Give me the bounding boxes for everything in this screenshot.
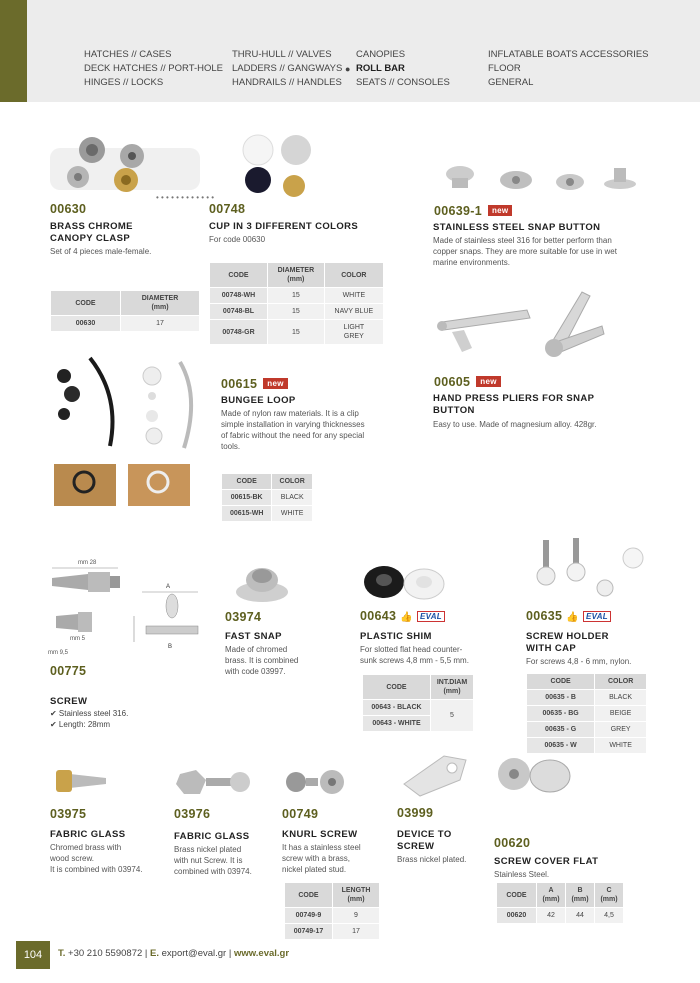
new-badge: new bbox=[476, 376, 500, 387]
cell-line: LIGHT bbox=[343, 324, 365, 331]
header-line: (mm) bbox=[287, 276, 305, 283]
nav-column-1 bbox=[84, 48, 223, 90]
cups-image bbox=[156, 132, 316, 204]
screw-holder-image bbox=[525, 536, 655, 598]
product-code-00605 bbox=[434, 375, 501, 389]
table-cell: 00643 - BLACK bbox=[363, 700, 431, 716]
product-desc-00620: Stainless Steel. bbox=[494, 870, 550, 879]
table-row bbox=[285, 924, 380, 940]
table-row bbox=[210, 304, 384, 320]
product-title-00749: KNURL SCREW bbox=[282, 829, 358, 840]
product-title-00643: PLASTIC SHIM bbox=[360, 631, 432, 642]
product-title-line: BUTTON bbox=[433, 405, 475, 416]
code-text: 00635 bbox=[526, 609, 563, 623]
product-desc-00630: Set of 4 pieces male-female. bbox=[50, 247, 152, 256]
nav-item-general[interactable]: GENERAL bbox=[488, 77, 534, 88]
product-title-line: DEVICE TO bbox=[397, 829, 452, 840]
email-link[interactable]: export@eval.gr bbox=[161, 948, 227, 959]
table-row bbox=[527, 706, 647, 722]
table-row bbox=[527, 738, 647, 754]
nav-item-inflatable[interactable]: INFLATABLE BOATS ACCESSORIES bbox=[488, 49, 649, 60]
table-cell: 9 bbox=[333, 908, 380, 924]
table-cell: 00635 - B bbox=[527, 690, 595, 706]
nav-column-3 bbox=[345, 48, 450, 90]
nav-item-thru-hull[interactable]: THRU-HULL // VALVES bbox=[232, 49, 332, 60]
dim-label: A bbox=[166, 584, 171, 590]
table-cell: 5 bbox=[431, 700, 474, 732]
table-header: CODE bbox=[527, 674, 595, 690]
table-cell: 17 bbox=[333, 924, 380, 940]
nav-item-hinges[interactable]: HINGES // LOCKS bbox=[84, 77, 164, 88]
desc-line: nickel plated stud. bbox=[282, 865, 347, 874]
screw-device-image bbox=[400, 750, 470, 800]
product-title-00630 bbox=[50, 221, 133, 245]
product-code-03999: 03999 bbox=[397, 806, 434, 820]
code-text: 00643 bbox=[360, 609, 397, 623]
product-title-00748: CUP IN 3 DIFFERENT COLORS bbox=[209, 221, 359, 232]
header-line: B bbox=[577, 887, 583, 894]
desc-line: copper snaps. They are more suitable for use in wet bbox=[433, 247, 617, 256]
table-row bbox=[285, 908, 380, 924]
desc-line: brass. It is combined bbox=[225, 656, 299, 665]
table-row bbox=[51, 316, 200, 332]
nav-item-hatches[interactable]: HATCHES // CASES bbox=[84, 49, 172, 60]
website-link[interactable]: www.eval.gr bbox=[233, 948, 290, 959]
desc-line: Made of chromed bbox=[225, 645, 288, 654]
product-code-00620: 00620 bbox=[494, 836, 531, 850]
cell-line: GREY bbox=[343, 333, 364, 340]
spec-table-00749 bbox=[284, 882, 380, 940]
header-line: (mm) bbox=[600, 896, 618, 903]
product-desc-00748: For code 00630 bbox=[209, 235, 266, 244]
table-row bbox=[222, 490, 313, 506]
product-title-line: WITH CAP bbox=[526, 643, 577, 654]
table-header-row bbox=[497, 883, 624, 908]
table-cell: 00635 - W bbox=[527, 738, 595, 754]
product-title-line: CANOPY CLASP bbox=[50, 233, 131, 244]
thumbs-up-icon: 👍 bbox=[566, 612, 580, 623]
table-header: COLOR bbox=[272, 474, 313, 490]
screw-diagram-image bbox=[48, 556, 218, 656]
desc-line: marine environments. bbox=[433, 258, 510, 267]
table-header-row bbox=[363, 675, 474, 700]
spec-table-00643 bbox=[362, 674, 474, 732]
spec-table-00748 bbox=[209, 262, 384, 345]
table-cell: 17 bbox=[121, 316, 200, 332]
product-title-00605 bbox=[433, 393, 594, 417]
product-code-00639-1 bbox=[434, 204, 512, 218]
table-cell: 15 bbox=[268, 304, 325, 320]
nav-item-canopies[interactable]: CANOPIES bbox=[356, 49, 406, 60]
header-line: DIAMETER bbox=[277, 267, 315, 274]
thumbs-up-icon: 👍 bbox=[400, 612, 414, 623]
product-desc-03999: Brass nickel plated. bbox=[397, 855, 467, 864]
table-cell: 00635 - BG bbox=[527, 706, 595, 722]
eval-logo: EVAL bbox=[583, 611, 611, 622]
product-title-00620: SCREW COVER FLAT bbox=[494, 856, 599, 867]
footer-contact bbox=[58, 948, 289, 959]
table-cell: BEIGE bbox=[595, 706, 647, 722]
desc-line: Made of nylon raw materials. It is a clip bbox=[221, 409, 359, 418]
table-header bbox=[566, 883, 595, 908]
header-line: LENGTH bbox=[341, 887, 371, 894]
table-cell: 00748-WH bbox=[210, 288, 268, 304]
table-row bbox=[210, 320, 384, 345]
product-title-03974: FAST SNAP bbox=[225, 631, 282, 642]
desc-line: of fabric without the need for any special bbox=[221, 431, 365, 440]
product-code-00630: 00630 bbox=[50, 202, 87, 216]
table-header: COLOR bbox=[324, 263, 383, 288]
new-badge: new bbox=[263, 378, 287, 389]
table-cell: 00748-BL bbox=[210, 304, 268, 320]
product-desc-03975 bbox=[50, 842, 143, 875]
product-code-03976: 03976 bbox=[174, 807, 211, 821]
table-cell: BLACK bbox=[272, 490, 313, 506]
fabric-glass-nut-image bbox=[176, 768, 256, 798]
desc-line: with nut Screw. It is bbox=[174, 856, 243, 865]
product-desc-03976 bbox=[174, 844, 252, 877]
nav-item-seats[interactable]: SEATS // CONSOLES bbox=[356, 77, 450, 88]
table-header: CODE bbox=[285, 883, 333, 908]
table-cell: 15 bbox=[268, 288, 325, 304]
product-code-03974: 03974 bbox=[225, 610, 262, 624]
table-cell: WHITE bbox=[324, 288, 383, 304]
table-header: CODE bbox=[497, 883, 537, 908]
table-cell bbox=[324, 320, 383, 345]
desc-line: tools. bbox=[221, 442, 241, 451]
product-desc-00643 bbox=[360, 644, 469, 666]
nav-column-2 bbox=[232, 48, 342, 90]
table-cell: 00643 - WHITE bbox=[363, 716, 431, 732]
desc-line: For slotted flat head counter- bbox=[360, 645, 463, 654]
header-bar bbox=[0, 0, 700, 102]
table-header: CODE bbox=[51, 291, 121, 316]
table-cell: NAVY BLUE bbox=[324, 304, 383, 320]
spec-table-00635 bbox=[526, 673, 647, 754]
product-title-03999 bbox=[397, 829, 452, 853]
product-title-line: HAND PRESS PLIERS FOR SNAP bbox=[433, 393, 595, 404]
dim-label: B bbox=[168, 644, 173, 650]
header-line: (mm) bbox=[542, 896, 560, 903]
header-line: DIAMETER bbox=[141, 295, 179, 302]
product-code-00643 bbox=[360, 609, 445, 623]
table-cell: 42 bbox=[537, 908, 566, 924]
product-title-00635 bbox=[526, 631, 609, 655]
table-header: CODE bbox=[222, 474, 272, 490]
separator: | bbox=[144, 948, 148, 959]
phone-label: T. bbox=[58, 948, 66, 959]
header-line: A bbox=[548, 887, 554, 894]
table-cell: GREY bbox=[595, 722, 647, 738]
desc-line: Chromed brass with bbox=[50, 843, 122, 852]
bullet-line: ✔ Stainless steel 316. bbox=[50, 709, 129, 718]
code-text: 00615 bbox=[221, 377, 258, 391]
table-cell: WHITE bbox=[272, 506, 313, 522]
product-title-03975: FABRIC GLASS bbox=[50, 829, 126, 840]
nav-item-ladders[interactable]: LADDERS // GANGWAYS bbox=[232, 63, 343, 74]
table-header-row bbox=[285, 883, 380, 908]
table-row bbox=[527, 690, 647, 706]
table-cell: 00749-17 bbox=[285, 924, 333, 940]
new-badge: new bbox=[488, 205, 512, 216]
active-dot-icon: ● bbox=[345, 64, 351, 74]
table-cell: 00635 - G bbox=[527, 722, 595, 738]
code-text: 00605 bbox=[434, 375, 471, 389]
separator: | bbox=[228, 948, 232, 959]
header-line: (mm) bbox=[347, 896, 365, 903]
desc-line: Made of stainless steel 316 for better perform than bbox=[433, 236, 612, 245]
table-header bbox=[431, 675, 474, 700]
spec-table-00630 bbox=[50, 290, 200, 332]
phone-number[interactable]: +30 210 5590872 bbox=[68, 948, 143, 959]
snap-button-image bbox=[440, 158, 650, 198]
product-title-00775: SCREW bbox=[50, 696, 88, 707]
desc-line: with code 03997. bbox=[225, 667, 286, 676]
table-cell: WHITE bbox=[595, 738, 647, 754]
table-header bbox=[537, 883, 566, 908]
nav-item-floor[interactable]: FLOOR bbox=[488, 63, 521, 74]
table-row bbox=[222, 506, 313, 522]
nav-item-handrails[interactable]: HANDRAILS // HANDLES bbox=[232, 77, 342, 88]
table-header-row bbox=[222, 474, 313, 490]
plastic-shim-image bbox=[360, 562, 450, 602]
desc-line: screw with a brass, bbox=[282, 854, 351, 863]
product-title-00639-1: STAINLESS STEEL SNAP BUTTON bbox=[433, 222, 601, 233]
product-desc-00605: Easy to use. Made of magnesium alloy. 428gr. bbox=[433, 420, 597, 429]
product-desc-00635: For screws 4,8 - 6 mm, nylon. bbox=[526, 657, 632, 666]
table-header bbox=[595, 883, 624, 908]
fabric-glass-screw-image bbox=[50, 766, 110, 796]
nav-item-roll-bar-row bbox=[345, 62, 450, 76]
header-line: (mm) bbox=[571, 896, 589, 903]
table-cell: 44 bbox=[566, 908, 595, 924]
desc-line: Brass nickel plated bbox=[174, 845, 242, 854]
bullet-line: ✔ Length: 28mm bbox=[50, 720, 111, 729]
product-code-00615 bbox=[221, 377, 288, 391]
product-code-00775: 00775 bbox=[50, 664, 87, 678]
product-title-line: SCREW HOLDER bbox=[526, 631, 609, 642]
product-code-00749: 00749 bbox=[282, 807, 319, 821]
table-cell: 00749-9 bbox=[285, 908, 333, 924]
table-header: COLOR bbox=[595, 674, 647, 690]
desc-line: sunk screws 4,8 mm - 5,5 mm. bbox=[360, 656, 469, 665]
table-header-row bbox=[51, 291, 200, 316]
nav-item-deck-hatches[interactable]: DECK HATCHES // PORT-HOLE bbox=[84, 63, 224, 74]
bungee-loop-image bbox=[50, 356, 210, 506]
product-desc-00615 bbox=[221, 408, 365, 452]
table-row bbox=[363, 700, 474, 716]
product-title-line: SCREW bbox=[397, 841, 435, 852]
table-cell: BLACK bbox=[595, 690, 647, 706]
header-line: (mm) bbox=[443, 688, 461, 695]
table-cell: 00615-WH bbox=[222, 506, 272, 522]
desc-line: simple installation in varying thicknesses bbox=[221, 420, 365, 429]
header-line: INT.DIAM bbox=[436, 679, 468, 686]
knurl-screw-image bbox=[284, 768, 354, 798]
table-header bbox=[333, 883, 380, 908]
header-line: (mm) bbox=[151, 304, 169, 311]
header-line: C bbox=[606, 887, 612, 894]
eval-logo: EVAL bbox=[417, 611, 445, 622]
product-bullets-00775 bbox=[50, 708, 128, 730]
table-header: CODE bbox=[210, 263, 268, 288]
product-code-00748: 00748 bbox=[209, 202, 246, 216]
table-cell: 15 bbox=[268, 320, 325, 345]
table-header bbox=[268, 263, 325, 288]
product-code-00635 bbox=[526, 609, 611, 623]
desc-line: combined with 03974. bbox=[174, 867, 252, 876]
email-label: E. bbox=[150, 948, 159, 959]
nav-column-4 bbox=[488, 48, 649, 90]
table-row bbox=[210, 288, 384, 304]
dim-label: mm 28 bbox=[78, 560, 97, 566]
dim-label: mm 5 bbox=[70, 636, 85, 642]
product-code-03975: 03975 bbox=[50, 807, 87, 821]
product-title-00615: BUNGEE LOOP bbox=[221, 395, 296, 406]
product-title-line: BRASS CHROME bbox=[50, 221, 133, 232]
spec-table-00620 bbox=[496, 882, 624, 924]
product-desc-00639-1 bbox=[433, 235, 617, 268]
table-header bbox=[121, 291, 200, 316]
table-cell: 00630 bbox=[51, 316, 121, 332]
page-number: 104 bbox=[16, 941, 50, 969]
screw-cover-flat-image bbox=[492, 756, 582, 796]
table-header: CODE bbox=[363, 675, 431, 700]
desc-line: It is combined with 03974. bbox=[50, 865, 143, 874]
nav-item-roll-bar[interactable]: ROLL BAR bbox=[356, 63, 405, 74]
table-cell: 00615-BK bbox=[222, 490, 272, 506]
table-cell: 00748-GR bbox=[210, 320, 268, 345]
table-header-row bbox=[527, 674, 647, 690]
fast-snap-image bbox=[230, 560, 300, 606]
dim-label: mm 9,5 bbox=[48, 650, 69, 656]
header-accent bbox=[0, 0, 27, 102]
desc-line: wood screw. bbox=[50, 854, 95, 863]
table-cell: 00620 bbox=[497, 908, 537, 924]
table-row bbox=[527, 722, 647, 738]
table-cell: 4,5 bbox=[595, 908, 624, 924]
spec-table-00615 bbox=[221, 473, 313, 522]
table-row bbox=[497, 908, 624, 924]
product-desc-00749 bbox=[282, 842, 361, 875]
code-text: 00639-1 bbox=[434, 204, 482, 218]
svg-text:• • • • • • • • • • • •: • • • • • • • • • • • • bbox=[156, 193, 215, 202]
press-pliers-image bbox=[432, 282, 622, 370]
desc-line: It has a stainless steel bbox=[282, 843, 361, 852]
product-title-03976: FABRIC GLASS bbox=[174, 831, 250, 842]
table-header-row bbox=[210, 263, 384, 288]
product-desc-03974 bbox=[225, 644, 298, 677]
